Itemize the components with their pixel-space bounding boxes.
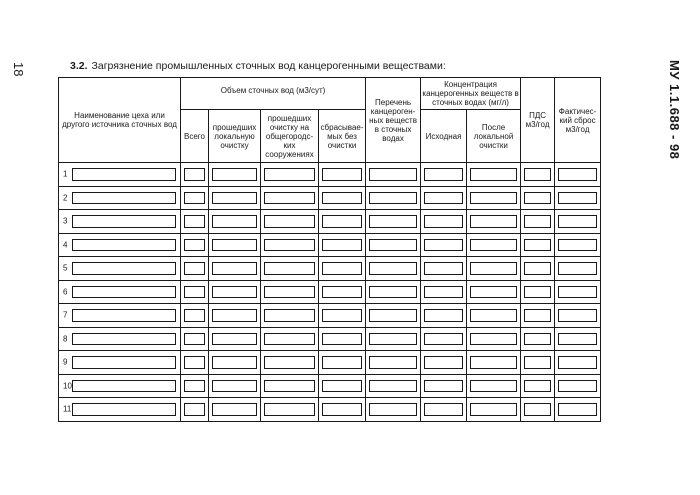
cell-conc-initial [421,163,467,187]
entry-box-volume-discharged[interactable] [322,239,362,252]
entry-box-conc-after[interactable] [470,168,517,181]
entry-box-substance-list[interactable] [369,262,417,275]
cell-volume-total [181,327,209,351]
entry-box-volume-local[interactable] [212,168,257,181]
cell-pds [521,327,555,351]
entry-box-volume-discharged[interactable] [322,286,362,299]
header-volume-discharged: сбрасывае-мых без очистки [319,110,366,163]
entry-box-name[interactable] [72,333,176,346]
entry-box-name[interactable] [72,239,176,252]
entry-box-volume-common[interactable] [264,333,315,346]
entry-box-conc-after[interactable] [470,403,517,416]
entry-box-volume-common[interactable] [264,262,315,275]
row-number: 2 [63,193,68,203]
entry-box-volume-discharged[interactable] [322,333,362,346]
entry-box-conc-after[interactable] [470,333,517,346]
entry-box-actual-discharge[interactable] [558,356,597,369]
cell-conc-after [467,186,521,210]
entry-box-name[interactable] [72,262,176,275]
entry-box-actual-discharge[interactable] [558,168,597,181]
entry-box-volume-local[interactable] [212,333,257,346]
entry-box-volume-total[interactable] [184,333,205,346]
cell-volume-total [181,304,209,328]
cell-volume-discharged [319,398,366,422]
entry-box-actual-discharge[interactable] [558,262,597,275]
table-row [59,374,601,398]
entry-box-volume-common[interactable] [264,239,315,252]
cell-pds [521,233,555,257]
cell-volume-discharged [319,327,366,351]
entry-box-name[interactable] [72,403,176,416]
header-volume-common: прошедших очистку на общегородс-ких сооружениях [261,110,319,163]
entry-box-volume-total[interactable] [184,192,205,205]
cell-conc-initial [421,304,467,328]
cell-substance-list [366,163,421,187]
cell-actual-discharge [555,186,601,210]
entry-box-volume-total[interactable] [184,239,205,252]
table-row [59,351,601,375]
entry-box-volume-local[interactable] [212,239,257,252]
cell-volume-total [181,186,209,210]
entry-box-volume-common[interactable] [264,192,315,205]
cell-substance-list [366,351,421,375]
table-row [59,257,601,281]
cell-name [59,186,181,210]
entry-box-volume-common[interactable] [264,356,315,369]
cell-substance-list [366,186,421,210]
cell-volume-common [261,163,319,187]
entry-box-volume-local[interactable] [212,309,257,322]
row-number: 3 [63,216,68,226]
cell-volume-local [209,186,261,210]
entry-box-actual-discharge[interactable] [558,215,597,228]
cell-name [59,233,181,257]
cell-volume-local [209,304,261,328]
entry-box-pds[interactable] [524,356,551,369]
cell-actual-discharge [555,210,601,234]
cell-conc-after [467,280,521,304]
cell-volume-total [181,374,209,398]
table-body [59,163,601,422]
cell-name [59,351,181,375]
entry-box-substance-list[interactable] [369,333,417,346]
cell-actual-discharge [555,163,601,187]
entry-box-conc-initial[interactable] [424,168,463,181]
entry-box-conc-after[interactable] [470,192,517,205]
row-number: 7 [63,310,68,320]
cell-conc-after [467,257,521,281]
entry-box-substance-list[interactable] [369,168,417,181]
entry-box-volume-total[interactable] [184,380,205,393]
cell-conc-initial [421,351,467,375]
cell-conc-after [467,374,521,398]
cell-volume-local [209,210,261,234]
cell-substance-list [366,374,421,398]
header-pds: ПДС м3/год [521,78,555,163]
entry-box-conc-initial[interactable] [424,333,463,346]
header-volume-total: Всего [181,110,209,163]
entry-box-actual-discharge[interactable] [558,380,597,393]
table-row [59,280,601,304]
document-code: МУ 1.1.688 - 98 [667,60,682,160]
cell-conc-initial [421,257,467,281]
entry-box-substance-list[interactable] [369,215,417,228]
entry-box-volume-total[interactable] [184,215,205,228]
cell-conc-initial [421,327,467,351]
page-number: 18 [11,62,26,77]
cell-conc-after [467,327,521,351]
cell-actual-discharge [555,398,601,422]
entry-box-volume-total[interactable] [184,168,205,181]
entry-box-conc-initial[interactable] [424,286,463,299]
entry-box-actual-discharge[interactable] [558,403,597,416]
cell-actual-discharge [555,280,601,304]
entry-box-volume-common[interactable] [264,380,315,393]
entry-box-volume-discharged[interactable] [322,215,362,228]
row-number: 8 [63,334,68,344]
entry-box-actual-discharge[interactable] [558,239,597,252]
entry-box-name[interactable] [72,356,176,369]
entry-box-conc-after[interactable] [470,309,517,322]
entry-box-pds[interactable] [524,309,551,322]
cell-name [59,257,181,281]
entry-box-volume-common[interactable] [264,215,315,228]
cell-volume-local [209,327,261,351]
entry-box-volume-discharged[interactable] [322,309,362,322]
cell-conc-initial [421,374,467,398]
entry-box-volume-local[interactable] [212,286,257,299]
cell-pds [521,163,555,187]
row-number: 4 [63,240,68,250]
cell-name [59,398,181,422]
cell-volume-discharged [319,233,366,257]
entry-box-pds[interactable] [524,239,551,252]
table-row [59,327,601,351]
cell-name [59,163,181,187]
cell-name [59,327,181,351]
entry-box-pds[interactable] [524,403,551,416]
cell-pds [521,351,555,375]
entry-box-substance-list[interactable] [369,380,417,393]
cell-substance-list [366,233,421,257]
cell-conc-after [467,351,521,375]
entry-box-pds[interactable] [524,380,551,393]
cell-pds [521,210,555,234]
header-concentration: Концентрация канцерогенных веществ в сточных водах (мг/л) [421,78,521,110]
header-volume-local: прошедших локальную очистку [209,110,261,163]
entry-box-conc-after[interactable] [470,262,517,275]
table-row [59,186,601,210]
cell-conc-initial [421,233,467,257]
cell-pds [521,280,555,304]
cell-substance-list [366,304,421,328]
entry-box-actual-discharge[interactable] [558,192,597,205]
entry-box-conc-initial[interactable] [424,262,463,275]
cell-volume-local [209,351,261,375]
cell-name [59,304,181,328]
row-number: 9 [63,357,68,367]
row-number: 10 [63,381,72,391]
header-actual-discharge: Фактичес-кий сброс м3/год [555,78,601,163]
cell-volume-discharged [319,257,366,281]
entry-box-conc-after[interactable] [470,215,517,228]
cell-volume-total [181,280,209,304]
pollution-table [58,77,601,422]
table-row [59,304,601,328]
cell-actual-discharge [555,257,601,281]
entry-box-volume-discharged[interactable] [322,262,362,275]
entry-box-conc-initial[interactable] [424,215,463,228]
cell-volume-common [261,351,319,375]
entry-box-volume-total[interactable] [184,262,205,275]
cell-actual-discharge [555,374,601,398]
entry-box-substance-list[interactable] [369,286,417,299]
cell-volume-discharged [319,280,366,304]
entry-box-volume-local[interactable] [212,262,257,275]
row-number: 6 [63,287,68,297]
cell-volume-discharged [319,374,366,398]
entry-box-conc-initial[interactable] [424,356,463,369]
cell-actual-discharge [555,304,601,328]
entry-box-name[interactable] [72,286,176,299]
entry-box-volume-common[interactable] [264,286,315,299]
table-row [59,233,601,257]
entry-box-substance-list[interactable] [369,192,417,205]
entry-box-substance-list[interactable] [369,403,417,416]
header-volume: Объем сточных вод (м3/сут) [181,78,366,110]
cell-volume-total [181,398,209,422]
cell-volume-discharged [319,210,366,234]
cell-volume-discharged [319,304,366,328]
cell-volume-total [181,233,209,257]
entry-box-pds[interactable] [524,192,551,205]
entry-box-conc-after[interactable] [470,356,517,369]
cell-volume-total [181,210,209,234]
cell-volume-common [261,257,319,281]
cell-volume-local [209,233,261,257]
row-number: 11 [63,404,72,414]
header-conc-after: После локальной очистки [467,110,521,163]
cell-conc-initial [421,398,467,422]
cell-substance-list [366,280,421,304]
cell-conc-after [467,398,521,422]
cell-name [59,280,181,304]
cell-actual-discharge [555,327,601,351]
section-number: 3.2. [70,60,88,72]
entry-box-pds[interactable] [524,286,551,299]
cell-conc-after [467,304,521,328]
row-number: 1 [63,169,68,179]
entry-box-name[interactable] [72,309,176,322]
entry-box-volume-local[interactable] [212,215,257,228]
table-row [59,210,601,234]
entry-box-substance-list[interactable] [369,309,417,322]
cell-volume-common [261,186,319,210]
table-row [59,163,601,187]
entry-box-conc-initial[interactable] [424,403,463,416]
header-substance-list: Перечень канцероген-ных веществ в сточных водах [366,78,421,163]
cell-pds [521,304,555,328]
section-title-text: Загрязнение промышленных сточных вод канцерогенными веществами: [91,60,446,72]
entry-box-name[interactable] [72,168,176,181]
cell-volume-common [261,304,319,328]
cell-volume-discharged [319,351,366,375]
entry-box-volume-total[interactable] [184,403,205,416]
entry-box-substance-list[interactable] [369,239,417,252]
cell-volume-total [181,257,209,281]
section-title [70,60,446,72]
cell-actual-discharge [555,351,601,375]
cell-volume-local [209,398,261,422]
entry-box-substance-list[interactable] [369,356,417,369]
entry-box-pds[interactable] [524,215,551,228]
cell-conc-initial [421,186,467,210]
entry-box-volume-discharged[interactable] [322,168,362,181]
entry-box-volume-common[interactable] [264,309,315,322]
cell-volume-common [261,210,319,234]
cell-pds [521,257,555,281]
cell-volume-total [181,351,209,375]
header-conc-initial: Исходная [421,110,467,163]
cell-volume-local [209,374,261,398]
entry-box-volume-total[interactable] [184,309,205,322]
entry-box-volume-local[interactable] [212,192,257,205]
cell-volume-total [181,163,209,187]
cell-conc-initial [421,210,467,234]
entry-box-volume-common[interactable] [264,403,315,416]
cell-name [59,210,181,234]
entry-box-name[interactable] [72,380,176,393]
entry-box-pds[interactable] [524,262,551,275]
cell-volume-common [261,280,319,304]
cell-volume-common [261,398,319,422]
cell-pds [521,186,555,210]
entry-box-volume-discharged[interactable] [322,192,362,205]
cell-conc-after [467,163,521,187]
cell-pds [521,374,555,398]
entry-box-volume-discharged[interactable] [322,403,362,416]
entry-box-conc-initial[interactable] [424,239,463,252]
entry-box-conc-initial[interactable] [424,192,463,205]
cell-volume-discharged [319,186,366,210]
cell-volume-local [209,280,261,304]
row-number: 5 [63,263,68,273]
cell-name [59,374,181,398]
cell-volume-common [261,233,319,257]
entry-box-actual-discharge[interactable] [558,286,597,299]
entry-box-pds[interactable] [524,333,551,346]
entry-box-volume-local[interactable] [212,403,257,416]
entry-box-pds[interactable] [524,168,551,181]
cell-volume-local [209,257,261,281]
entry-box-conc-after[interactable] [470,380,517,393]
cell-volume-common [261,327,319,351]
cell-conc-initial [421,280,467,304]
cell-substance-list [366,327,421,351]
entry-box-volume-total[interactable] [184,356,205,369]
cell-conc-after [467,233,521,257]
entry-box-volume-local[interactable] [212,356,257,369]
entry-box-conc-initial[interactable] [424,380,463,393]
cell-volume-local [209,163,261,187]
entry-box-volume-common[interactable] [264,168,315,181]
entry-box-conc-after[interactable] [470,286,517,299]
entry-box-conc-after[interactable] [470,239,517,252]
entry-box-volume-total[interactable] [184,286,205,299]
entry-box-actual-discharge[interactable] [558,333,597,346]
entry-box-name[interactable] [72,215,176,228]
entry-box-conc-initial[interactable] [424,309,463,322]
cell-substance-list [366,398,421,422]
cell-conc-after [467,210,521,234]
cell-substance-list [366,257,421,281]
entry-box-volume-local[interactable] [212,380,257,393]
header-name: Наименование цеха или другого источника сточных вод [59,78,181,163]
cell-volume-common [261,374,319,398]
cell-pds [521,398,555,422]
cell-actual-discharge [555,233,601,257]
entry-box-actual-discharge[interactable] [558,309,597,322]
entry-box-name[interactable] [72,192,176,205]
cell-volume-discharged [319,163,366,187]
entry-box-volume-discharged[interactable] [322,380,362,393]
table-row [59,398,601,422]
cell-substance-list [366,210,421,234]
entry-box-volume-discharged[interactable] [322,356,362,369]
